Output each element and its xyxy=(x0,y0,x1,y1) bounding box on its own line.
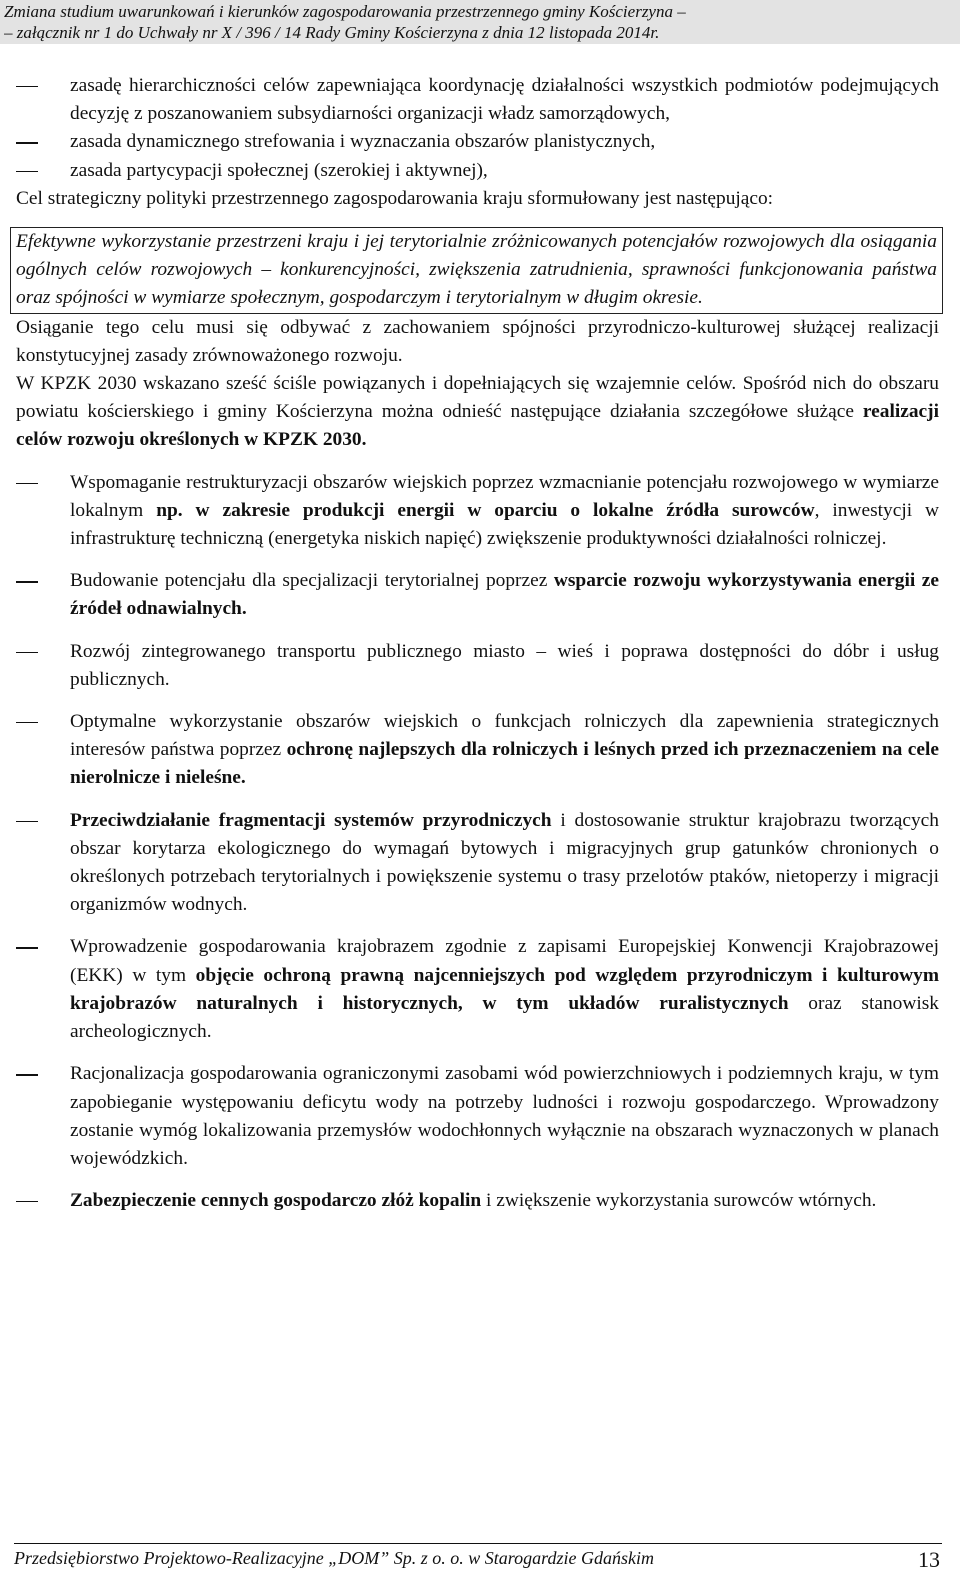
list-item: Rozwój zintegrowanego transportu publicznego miasto – wieś i poprawa dostępności do dóbr i usług publicznych. xyxy=(16,638,939,694)
document-footer xyxy=(14,1543,942,1570)
dash-bullet xyxy=(16,157,70,185)
dash-bullet xyxy=(16,807,70,835)
header-line-1: Zmiana studium uwarunkowań i kierunków zagospodarowania przestrzennego gminy Kościerzyna – xyxy=(4,2,686,21)
list-item: Wprowadzenie gospodarowania krajobrazem zgodnie z zapisami Europejskiej Konwencji Krajobrazowej (EKK) w tym objęcie ochroną prawną najcenniejszych pod względem przyrodniczym i kulturowym krajobrazów naturalnych i historycznych, w tym układów ruralistycznych oraz stanowisk archeologicznych. xyxy=(16,933,939,1046)
list-item: Optymalne wykorzystanie obszarów wiejskich o funkcjach rolniczych dla zapewnienia strategicznych interesów państwa poprzez ochronę najlepszych dla rolniczych i leśnych przed ich przeznaczeniem na cele nierolnicze i nieleśne. xyxy=(16,708,939,793)
dash-bullet xyxy=(16,933,70,961)
dash-bullet xyxy=(16,1187,70,1215)
strategic-goal-intro: Cel strategiczny polityki przestrzennego zagospodarowania kraju sformułowany jest następująco: xyxy=(16,187,774,209)
paragraph-achieve: Osiąganie tego celu musi się odbywać z zachowaniem spójności przyrodniczo-kulturowej służącej realizacji konstytucyjnej zasady zrównoważonego rozwoju. xyxy=(16,316,939,366)
strategic-goal-box: Efektywne wykorzystanie przestrzeni kraju i jej terytorialnie zróżnicowanych potencjałów rozwojowych dla osiągania ogólnych celów rozwojowych – konkurencyjności, zwiększenia zatrudnienia, sprawności funkcjonowania państwa oraz spójności w wymiarze społecznym, gospodarczym i terytorialnym w długim okresie. xyxy=(10,227,943,314)
list-item: Budowanie potencjału dla specjalizacji terytorialnej poprzez wsparcie rozwoju wykorzystywania energii ze źródeł odnawialnych. xyxy=(16,567,939,623)
list-item: zasada partycypacji społecznej (szerokiej i aktywnej), xyxy=(16,157,939,185)
list-item: zasada dynamicznego strefowania i wyznaczania obszarów planistycznych, xyxy=(16,128,939,156)
list-item: Racjonalizacja gospodarowania ograniczonymi zasobami wód powierzchniowych i podziemnych kraju, w tym zapobieganie występowaniu deficytu wody na potrzeby ludności i rozwoju gospodarczego. Wprowadzony zostanie wymóg lokalizowania przemysłów wodochłonnych wyłącznie na obszarach wyznaczonych w planach wojewódzkich. xyxy=(16,1060,939,1173)
list-item: Wspomaganie restrukturyzacji obszarów wiejskich poprzez wzmacnianie potencjału rozwojowego w wymiarze lokalnym np. w zakresie produkcji energii w oparciu o lokalne źródła surowców, inwestycji w infrastrukturę techniczną (energetyka niskich napięć) zwiększenie produktywności działalności rolniczej. xyxy=(16,469,939,554)
dash-bullet xyxy=(16,72,70,100)
list-item: Przeciwdziałanie fragmentacji systemów przyrodniczych i dostosowanie struktur krajobrazu tworzących obszar korytarza ekologicznego do wymagań bytowych i migracyjnych grup gatunków chronionych o określonych potrzebach terytorialnych i powiększenie systemu o trasy przelotów ptaków, nietoperzy i migracji organizmów wodnych. xyxy=(16,807,939,920)
dash-bullet xyxy=(16,638,70,666)
dash-bullet xyxy=(16,1060,70,1088)
header-line-2: – załącznik nr 1 do Uchwały nr X / 396 / 14 Rady Gminy Kościerzyna z dnia 12 listopada 2014r. xyxy=(4,23,660,42)
dash-bullet xyxy=(16,128,70,156)
page-number: 13 xyxy=(918,1547,940,1572)
document-header xyxy=(0,0,960,44)
list-item: Zabezpieczenie cennych gospodarczo złóż kopalin i zwiększenie wykorzystania surowców wtórnych. xyxy=(16,1187,939,1215)
footer-company: Przedsiębiorstwo Projektowo-Realizacyjne „DOM” Sp. z o. o. w Starogardzie Gdańskim xyxy=(14,1548,654,1568)
dash-bullet xyxy=(16,567,70,595)
paragraph-kpzk: W KPZK 2030 wskazano sześć ściśle powiązanych i dopełniających się wzajemnie celów. Spośród nich do obszaru powiatu kościerskiego i gminy Kościerzyna można odnieść następujące działania szczegółowe służące realizacji celów rozwoju określonych w KPZK 2030. xyxy=(16,373,939,451)
list-item: zasadę hierarchiczności celów zapewniająca koordynację działalności wszystkich podmiotów podejmujących decyzję z poszanowaniem subsydiarności organizacji władz samorządowych, xyxy=(16,72,939,128)
document-body xyxy=(16,72,939,1215)
dash-bullet xyxy=(16,708,70,736)
dash-bullet xyxy=(16,469,70,497)
